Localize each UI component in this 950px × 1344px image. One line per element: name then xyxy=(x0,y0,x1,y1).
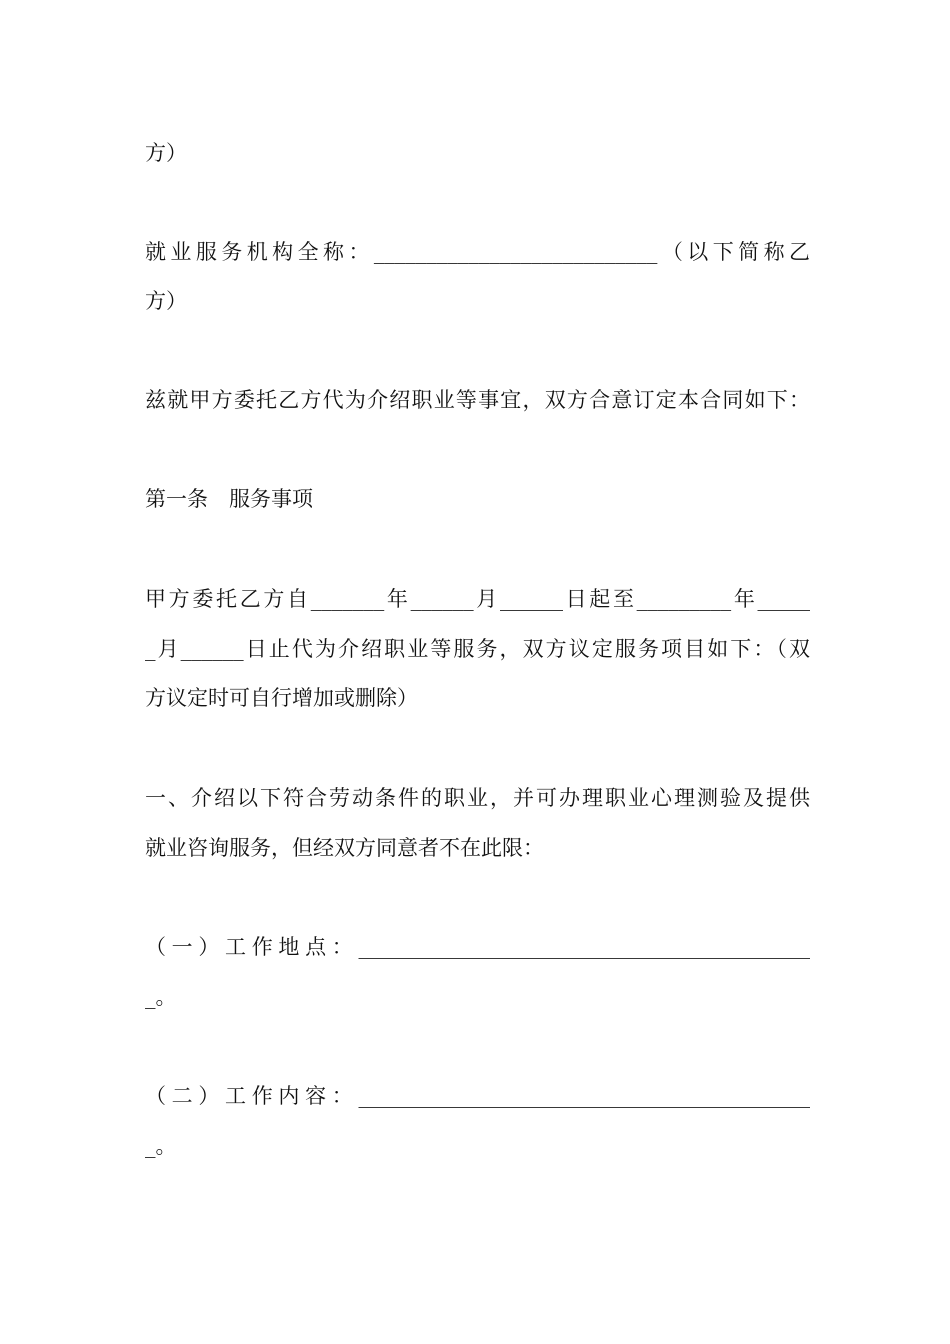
text-line-period-end: _月______日止代为介绍职业等服务，双方议定服务项目如下：（双 xyxy=(145,637,810,661)
text-line-work-location-end: _。 xyxy=(145,985,177,1009)
text-line-period-start: 甲方委托乙方自_______年______月______日起至_________年_____ xyxy=(145,587,810,611)
text-line-agency-name: 就业服务机构全称：___________________________（以下简称乙 xyxy=(145,240,810,264)
text-line-fang-continuation: 方） xyxy=(145,141,187,165)
text-line-work-content-end: _。 xyxy=(145,1134,177,1158)
section-heading-article-1: 第一条 服务事项 xyxy=(145,487,313,511)
text-line-preamble: 兹就甲方委托乙方代为介绍职业等事宜，双方合意订定本合同如下： xyxy=(145,388,810,412)
text-line-work-content: （二）工作内容：___________________________________________ xyxy=(145,1084,810,1108)
text-line-period-note: 方议定时可自行增加或删除） xyxy=(145,686,418,710)
text-line-item-1: 一、介绍以下符合劳动条件的职业，并可办理职业心理测验及提供 xyxy=(145,786,810,810)
text-line-work-location: （一）工作地点：___________________________________________ xyxy=(145,935,810,959)
text-line-agency-fang: 方） xyxy=(145,289,187,313)
text-line-item-1-cont: 就业咨询服务，但经双方同意者不在此限： xyxy=(145,836,544,860)
